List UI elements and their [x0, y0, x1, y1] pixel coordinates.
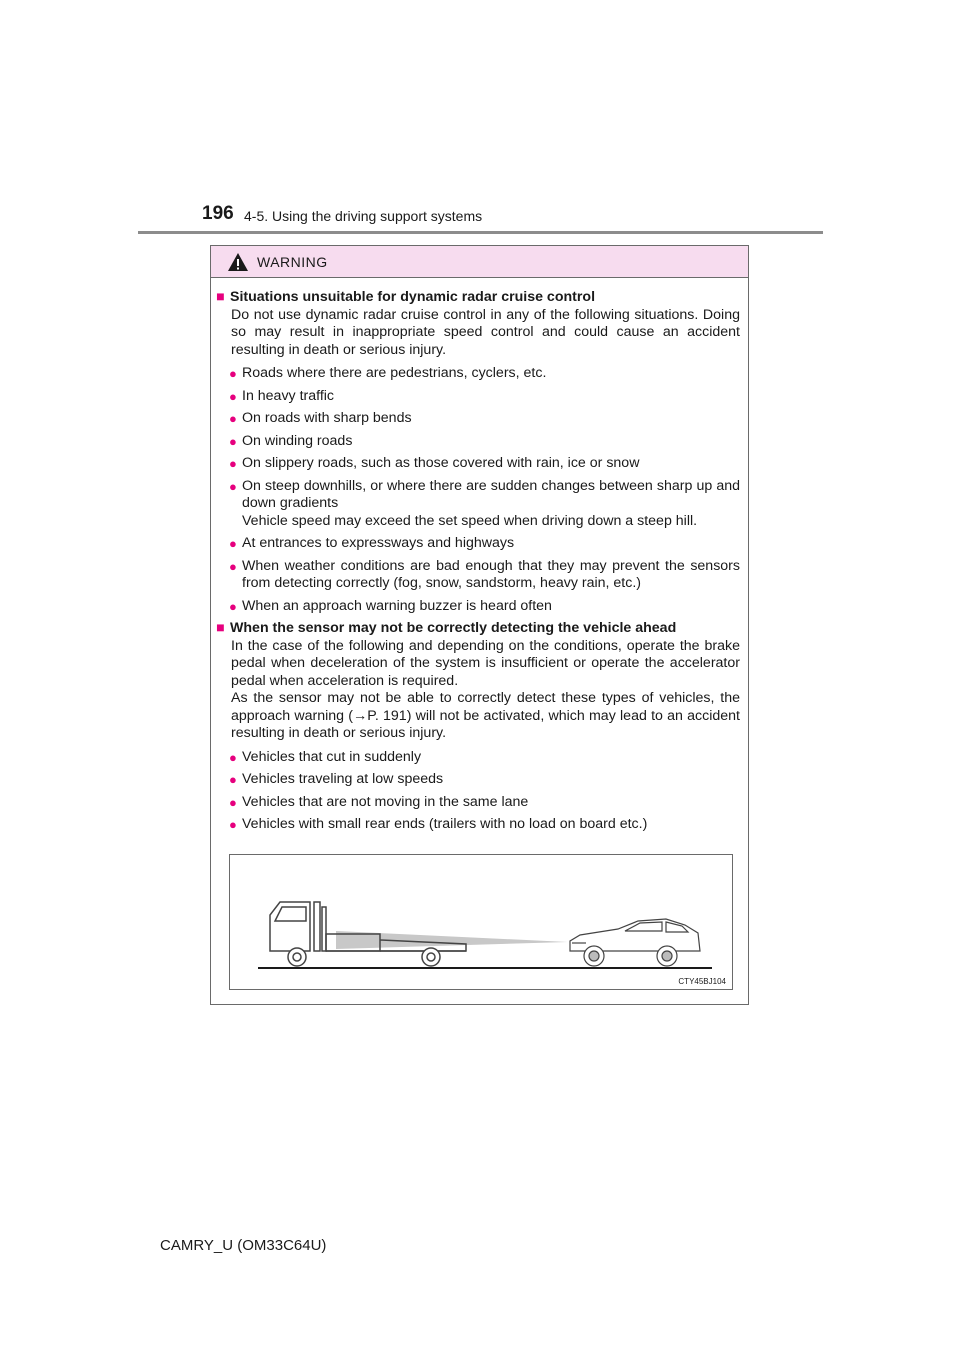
section-heading-text: When the sensor may not be correctly detecting the vehicle ahead — [230, 620, 677, 636]
warning-box — [210, 245, 749, 1005]
list-item-text: Vehicles that cut in suddenly — [242, 748, 422, 765]
circle-bullet-icon: ● — [229, 794, 237, 810]
illustration — [229, 854, 733, 990]
list-item — [211, 365, 748, 383]
bullet-list — [211, 749, 748, 834]
list-item-text: Vehicles that are not moving in the same lane — [242, 793, 529, 810]
warning-header — [211, 246, 748, 278]
list-item — [211, 816, 748, 834]
bullet-list — [211, 365, 748, 615]
list-item-text: When an approach warning buzzer is heard often — [242, 597, 552, 614]
circle-bullet-icon: ● — [229, 536, 237, 551]
car — [570, 919, 700, 966]
list-item-text: Roads where there are pedestrians, cyclers, etc. — [242, 365, 547, 381]
list-item — [211, 478, 748, 531]
list-item — [211, 433, 748, 451]
list-item-text: When weather conditions are bad enough that they may prevent the sensors from detecting correctly (fog, snow, sandstorm, heavy rain, etc.) — [242, 557, 740, 591]
section-heading-text: Situations unsuitable for dynamic radar cruise control — [230, 289, 596, 305]
square-bullet-icon: ■ — [216, 620, 225, 636]
list-item — [211, 558, 748, 593]
circle-bullet-icon: ● — [229, 598, 237, 614]
circle-bullet-icon: ● — [229, 456, 237, 471]
warning-label: WARNING — [257, 253, 328, 270]
section-heading — [211, 620, 748, 638]
list-item-text: Vehicles traveling at low speeds — [242, 771, 444, 787]
paragraph: In the case of the following and depending on the conditions, operate the brake pedal when deceleration of the system is insufficient or operate the accelerator pedal when acceleration is required. As the sensor may not be able to correctly detect these types of vehicles, the approach warning (→P. 191) will not be activated, which may lead to an accident resulting in death or serious injury. — [231, 637, 740, 741]
illustration-code: CTY45BJ104 — [678, 977, 726, 986]
warning-triangle-icon — [227, 252, 249, 272]
truck — [270, 902, 466, 966]
circle-bullet-icon: ● — [229, 411, 237, 426]
list-item-text: On slippery roads, such as those covered with rain, ice or snow — [242, 455, 640, 471]
list-item — [211, 535, 748, 553]
circle-bullet-icon: ● — [229, 388, 237, 404]
warning-content — [211, 286, 748, 839]
list-item — [211, 749, 748, 767]
list-item-text: At entrances to expressways and highways — [242, 535, 515, 551]
list-item-text: On roads with sharp bends — [242, 410, 412, 426]
list-item — [211, 598, 748, 616]
page-number: 196 — [202, 203, 234, 224]
list-item-text: Vehicles with small rear ends (trailers with no load on board etc.) — [242, 816, 648, 832]
header-rule — [138, 231, 823, 234]
list-item-text: On winding roads — [242, 432, 353, 449]
list-item-text: On steep downhills, or where there are sudden changes between sharp up and down gradients Vehicle speed may exceed the set speed when driving down a steep hill. — [242, 477, 740, 529]
list-item-text: In heavy traffic — [242, 387, 335, 404]
list-item — [211, 410, 748, 428]
section-title: 4-5. Using the driving support systems — [244, 208, 483, 224]
list-item — [211, 794, 748, 812]
circle-bullet-icon: ● — [229, 433, 237, 449]
list-item — [211, 455, 748, 473]
model-code: CAMRY_U (OM33C64U) — [160, 1237, 327, 1254]
circle-bullet-icon: ● — [229, 772, 237, 787]
section-heading — [211, 289, 748, 307]
list-item — [211, 388, 748, 406]
circle-bullet-icon: ● — [229, 558, 237, 574]
paragraph: Do not use dynamic radar cruise control in any of the following situations. Doing so may result in inappropriate speed control and could cause an accident resulting in death or serious injury. — [231, 306, 740, 358]
list-item — [211, 771, 748, 789]
truck-and-car-illustration — [230, 855, 732, 989]
circle-bullet-icon: ● — [229, 749, 237, 765]
circle-bullet-icon: ● — [229, 478, 237, 494]
circle-bullet-icon: ● — [229, 817, 237, 832]
square-bullet-icon: ■ — [216, 289, 225, 305]
circle-bullet-icon: ● — [229, 366, 237, 381]
